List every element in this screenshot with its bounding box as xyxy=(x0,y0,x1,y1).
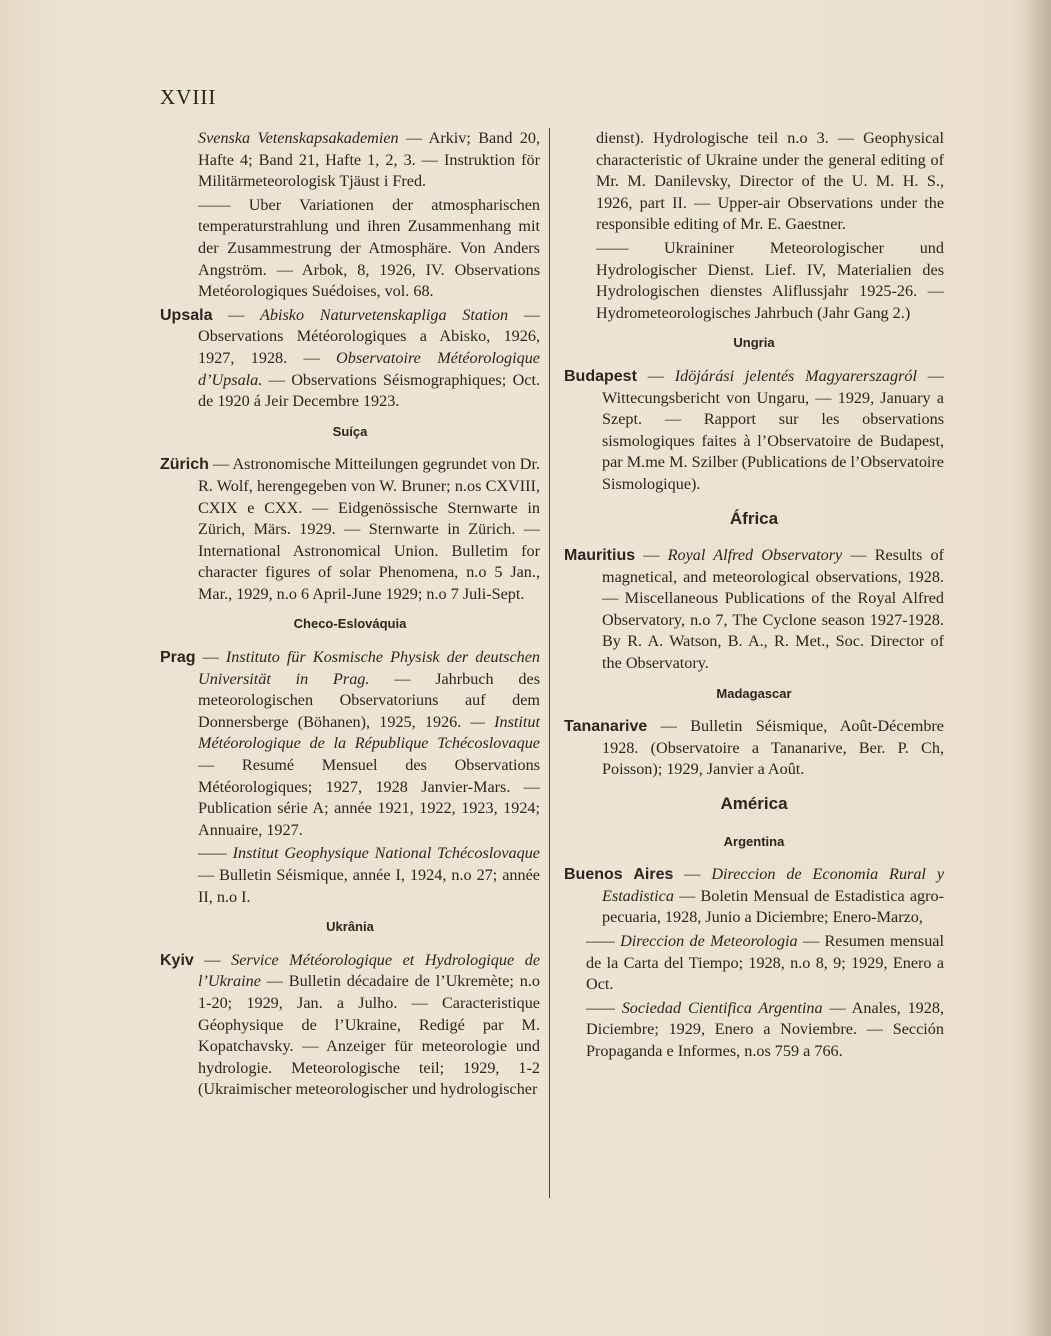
entry-kyiv-continued xyxy=(564,128,944,236)
continent-heading-america: América xyxy=(720,794,788,814)
entry-upsala-institution-2: Observatoire Météorologique d’Upsala. xyxy=(198,348,540,389)
entry-prag-institution-2: — Institut Météorologique de la République Tchécoslovaque xyxy=(198,712,540,753)
entry-upsala xyxy=(160,305,540,413)
entry-upsala-institution-1: Abisko Naturvetenskapliga Station xyxy=(260,305,509,324)
entry-budapest-institution: Idöjárási jelentés Magyarerszagról xyxy=(674,366,917,385)
entry-kyiv-continued-text: dienst). Hydrologische teil n.o 3. — Geophysical characteristic of Ukraine under the general editing of Mr. M. Danilevsky, Director of the U. M. H. S., 1926, part II. — Upper-air Observations under the responsible editing of Mr. E. Gaestner. xyxy=(596,129,944,234)
entry-prag-text-2: — Resumé Mensuel des Observations Météorologiques; 1927, 1928 Janvier-Mars. — Publication série A; année 1921, 1922, 1923, 1924; Annuaire, 1927. xyxy=(198,756,540,839)
entry-kyiv xyxy=(160,950,540,1101)
entry-prag xyxy=(160,647,540,841)
column-divider xyxy=(549,128,550,1198)
city-prag: Prag xyxy=(160,649,196,667)
entry-buenos-aires-institution: Direccion de Economia Rural y Estadistica xyxy=(602,865,945,905)
entry-prag-sub-text: — Bulletin Séismique, année I, 1924, n.o 27; année II, n.o I. xyxy=(198,866,540,906)
entry-tananarive xyxy=(564,716,944,781)
entry-buenos-aires-dash: — xyxy=(673,865,712,884)
entry-buenos-aires-sub-1-text: — Resumen mensual de la Carta del Tiempo; 1928, n.o 8, 9; 1929, Enero a Oct. xyxy=(586,932,944,994)
section-heading-suica: Suíça xyxy=(332,423,368,439)
entry-zurich-text: — Astronomische Mitteilungen gegrundet von Dr. R. Wolf, herengegeben von W. Bruner; n.os CXVIII, CXIX e CXX. — Eidgenössische Sternwarte in Zürich, Märs. 1929. — Sternwarte in Zürich. — International Astronomical Union. Bulletim for character figures of solar Phenomena, n.o 5 Jan., Mar., 1929, n.o 6 April-June 1929; n.o 7 Juli-Sept. xyxy=(198,455,540,603)
entry-upsala-text-2: — Observations Séismographiques; Oct. de 1920 á Jeir Decembre 1923. xyxy=(198,370,540,411)
entry-svenska-text: — Arkiv; Band 20, Hafte 4; Band 21, Hafte 1, 2, 3. — Instruktion för Militärmeteorologisk Tjäust i Fred. xyxy=(198,129,541,191)
right-column xyxy=(564,128,944,1065)
entry-budapest-text: — Wittecungsbericht von Ungaru, — 1929, January a Szept. — Rapport sur les observations sismologiques faites à l’Observatoire de Budapest, par M.me M. Szilber (Publications de l’Observatoire Sismologique). xyxy=(602,366,944,493)
entry-mauritius xyxy=(564,545,944,675)
entry-mauritius-dash: — xyxy=(635,546,668,565)
entry-buenos-aires-sub-2 xyxy=(564,998,944,1063)
entry-mauritius-text: — Results of magnetical, and meteorological observations, 1928. — Miscellaneous Publications of the Royal Alfred Observatory, n.o 7, The Cyclone season 1927-1928. By R. A. Watson, B. A., R. Met., Soc. Director of the Observatory. xyxy=(602,546,944,673)
entry-kyiv-dash: — xyxy=(193,950,232,969)
entry-buenos-aires-sub-1 xyxy=(564,931,944,996)
city-upsala: Upsala xyxy=(160,306,213,324)
entry-upsala-text-1: — Observations Météorologiques a Abisko, 1926, 1927, 1928. — xyxy=(198,305,540,367)
city-buenos-aires: Buenos Aires xyxy=(564,866,674,884)
entry-prag-text-1: — Jahrbuch des meteorologischen Observatoriuns auf dem Donnersberge (Böhanen), 1925, 1926. xyxy=(198,669,541,731)
entry-svenska xyxy=(160,128,540,193)
section-heading-ukrania: Ukrânia xyxy=(326,919,374,935)
section-heading-madagascar: Madagascar xyxy=(716,685,792,701)
section-heading-ungria: Ungria xyxy=(733,335,775,351)
section-heading-checo-eslovaquia: Checo-Eslováquia xyxy=(293,616,407,632)
entry-mauritius-institution: Royal Alfred Observatory xyxy=(667,546,843,565)
entry-prag-sub-institution: —— Institut Geophysique National Tchécoslovaque xyxy=(198,844,540,863)
entry-prag-sub xyxy=(160,843,540,908)
city-tananarive: Tananarive xyxy=(564,718,648,736)
entry-svenska-sub xyxy=(160,195,540,303)
section-heading-argentina: Argentina xyxy=(723,833,785,849)
continent-heading-africa: África xyxy=(729,508,779,528)
entry-upsala-dash: — xyxy=(212,305,261,324)
entry-buenos-aires-text: — Boletin Mensual de Estadistica agro-pecuaria, 1928, Junio a Diciembre; Enero-Marzo, xyxy=(602,886,944,927)
entry-prag-dash: — xyxy=(195,648,226,667)
city-zurich: Zürich xyxy=(160,456,209,474)
page-number: XVIII xyxy=(160,85,217,109)
entry-svenska-sub-text: —— Uber Variationen der atmospharischen temperaturstrahlung und ihren Zusammenhang mit der Zusammestrung der Atmosphäre. Von Anders Angström. — Arbok, 8, 1926, IV. Observations Metéorologiques Suédoises, vol. 68. xyxy=(198,195,540,301)
entry-buenos-aires-sub-1-institution: —— Direccion de Meteorologia xyxy=(586,932,798,950)
entry-tananarive-text: — Bulletin Séismique, Août-Décembre 1928. (Observatoire a Tananarive, Ber. P. Ch, Poisson); 1929, Janvier a Août. xyxy=(602,717,944,779)
entry-prag-institution-1: Instituto für Kosmische Physisk der deutschen Universität in Prag. xyxy=(198,648,540,688)
entry-buenos-aires-sub-2-institution: —— Sociedad Cientifica Argentina xyxy=(586,998,823,1017)
entry-zurich xyxy=(160,454,540,605)
entry-buenos-aires-sub-2-text: — Anales, 1928, Diciembre; 1929, Enero a Noviembre. — Sección Propaganda e Informes, n.os 759 a 766. xyxy=(586,998,944,1060)
entry-budapest-dash: — xyxy=(636,366,675,385)
city-kyiv: Kyiv xyxy=(160,951,194,969)
left-column xyxy=(160,128,540,1103)
entry-kyiv-text: — Bulletin décadaire de l’Ukremète; n.o 1-20; 1929, Jan. a Julho. — Caracteristique Géophysique de l’Ukraine, Redigé par M. Kopatchavsky. — Anzeiger für meteorologie und hydrologie. Meteorologische teil; 1929, 1-2 (Ukraimischer meteorologischer und hydrologischer xyxy=(198,972,540,1099)
entry-kyiv-sub-text: —— Ukraininer Meteorologischer und Hydrologischer Dienst. Lief. IV, Materialien des Hydrologischen dienstes Aliflussjahr 1925-26. — Hydrometeorologisches Jahrbuch (Jahr Gang 2.) xyxy=(596,238,944,322)
entry-buenos-aires xyxy=(564,864,944,929)
entry-kyiv-sub xyxy=(564,238,944,324)
city-budapest: Budapest xyxy=(564,367,637,385)
city-mauritius: Mauritius xyxy=(564,547,636,565)
entry-kyiv-institution: Service Météorologique et Hydrologique de l’Ukraine xyxy=(198,950,540,991)
entry-budapest xyxy=(564,366,944,496)
entry-svenska-institution: Svenska Vetenskapsakademien xyxy=(198,129,399,147)
page-edge-shadow xyxy=(1021,0,1051,1336)
